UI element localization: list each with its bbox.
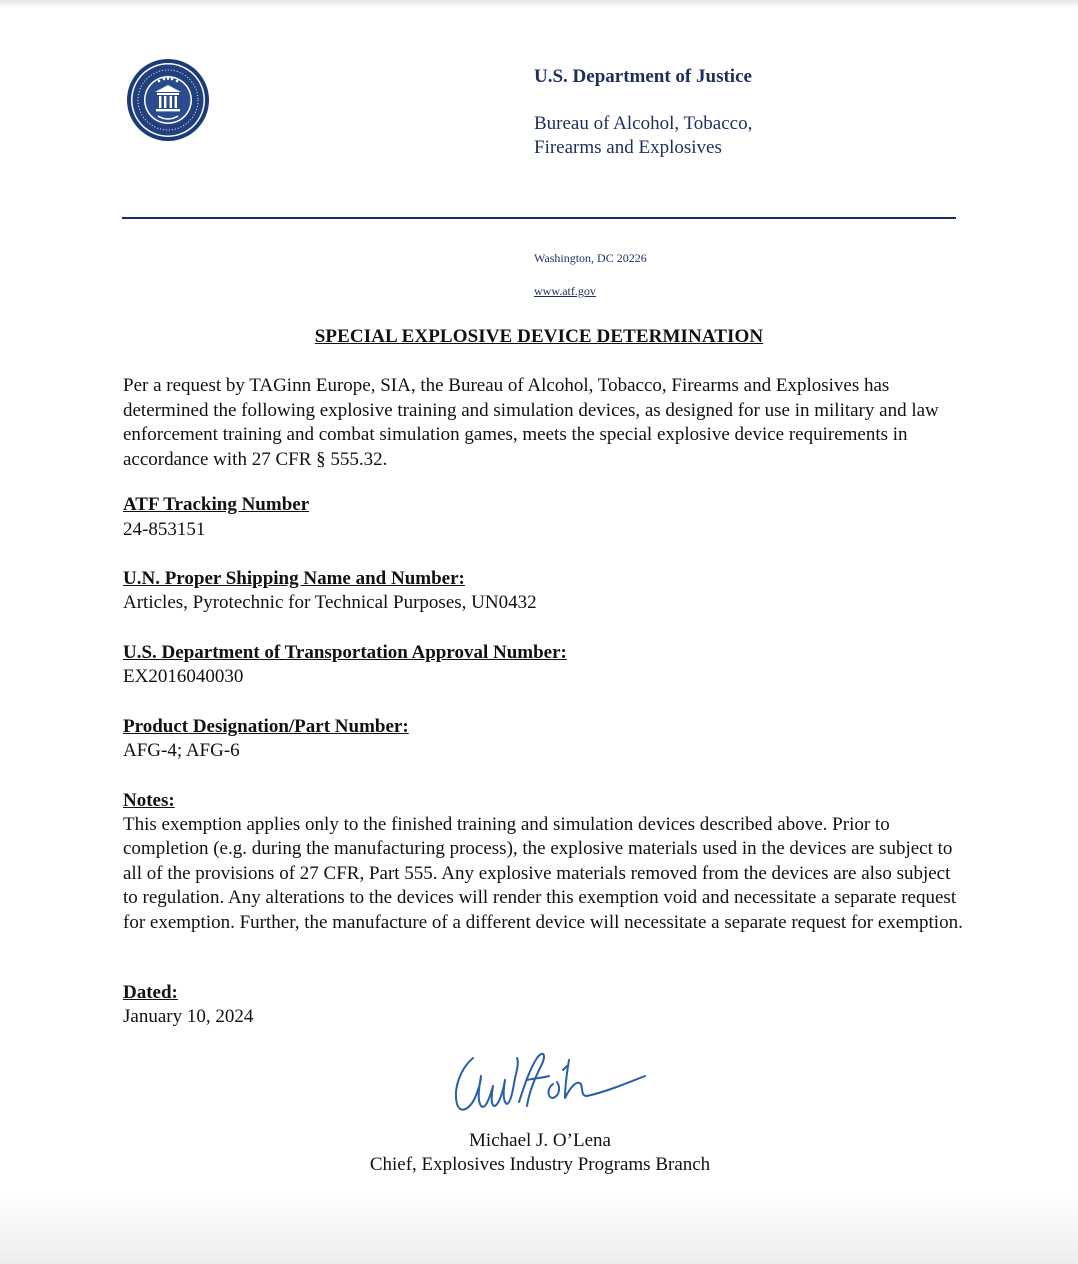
tracking-number-value: 24-853151 [123,519,206,540]
dot-approval-value: EX2016040030 [123,666,244,687]
tracking-number-label: ATF Tracking Number [123,494,310,515]
product-designation-value: AFG-4; AFG-6 [123,740,240,761]
page-bottom-edge [0,1196,1078,1264]
handwritten-signature [445,1040,655,1128]
page-top-edge [0,0,1078,8]
letterhead-divider [122,217,956,219]
signer-title: Chief, Explosives Industry Programs Branch [369,1154,711,1175]
bureau-name [534,112,752,160]
atf-seal-logo [126,58,210,142]
office-address: Washington, DC 20226 [534,251,647,265]
document-title: SPECIAL EXPLOSIVE DEVICE DETERMINATION [314,326,764,347]
dated-value: January 10, 2024 [123,1006,254,1027]
letterhead [534,64,752,160]
dot-approval-label: U.S. Department of Transportation Approval Number: [123,642,567,663]
bureau-name-line-2: Firearms and Explosives [534,137,722,158]
department-name: U.S. Department of Justice [534,66,752,87]
shipping-name-value: Articles, Pyrotechnic for Technical Purposes, UN0432 [123,592,537,613]
intro-paragraph: Per a request by TAGinn Europe, SIA, the Bureau of Alcohol, Tobacco, Firearms and Explosives has determined the following explosive training and simulation devices, as designed for use in military and law enforcement training and combat simulation games, meets the special explosive device requirements in accordance with 27 CFR § 555.32. [123,375,939,470]
website-link[interactable]: www.atf.gov [534,284,596,298]
product-designation-label: Product Designation/Part Number: [123,716,409,737]
notes-label: Notes: [123,790,175,811]
notes-paragraph: This exemption applies only to the finished training and simulation devices described above. Prior to completion (e.g. during the manufacturing process), the explosive materials used in the devices are subject to all of the provisions of 27 CFR, Part 555. Any explosive materials removed from the devices are also subject to regulation. Any alterations to the devices will render this exemption void and necessitate a separate request for exemption. Further, the manufacture of a different device will necessitate a separate request for exemption. [123,814,963,933]
shipping-name-label: U.N. Proper Shipping Name and Number: [123,568,465,589]
signer-name: Michael J. O’Lena [469,1130,611,1151]
dated-label: Dated: [123,982,178,1003]
bureau-name-line-1: Bureau of Alcohol, Tobacco, [534,113,753,134]
